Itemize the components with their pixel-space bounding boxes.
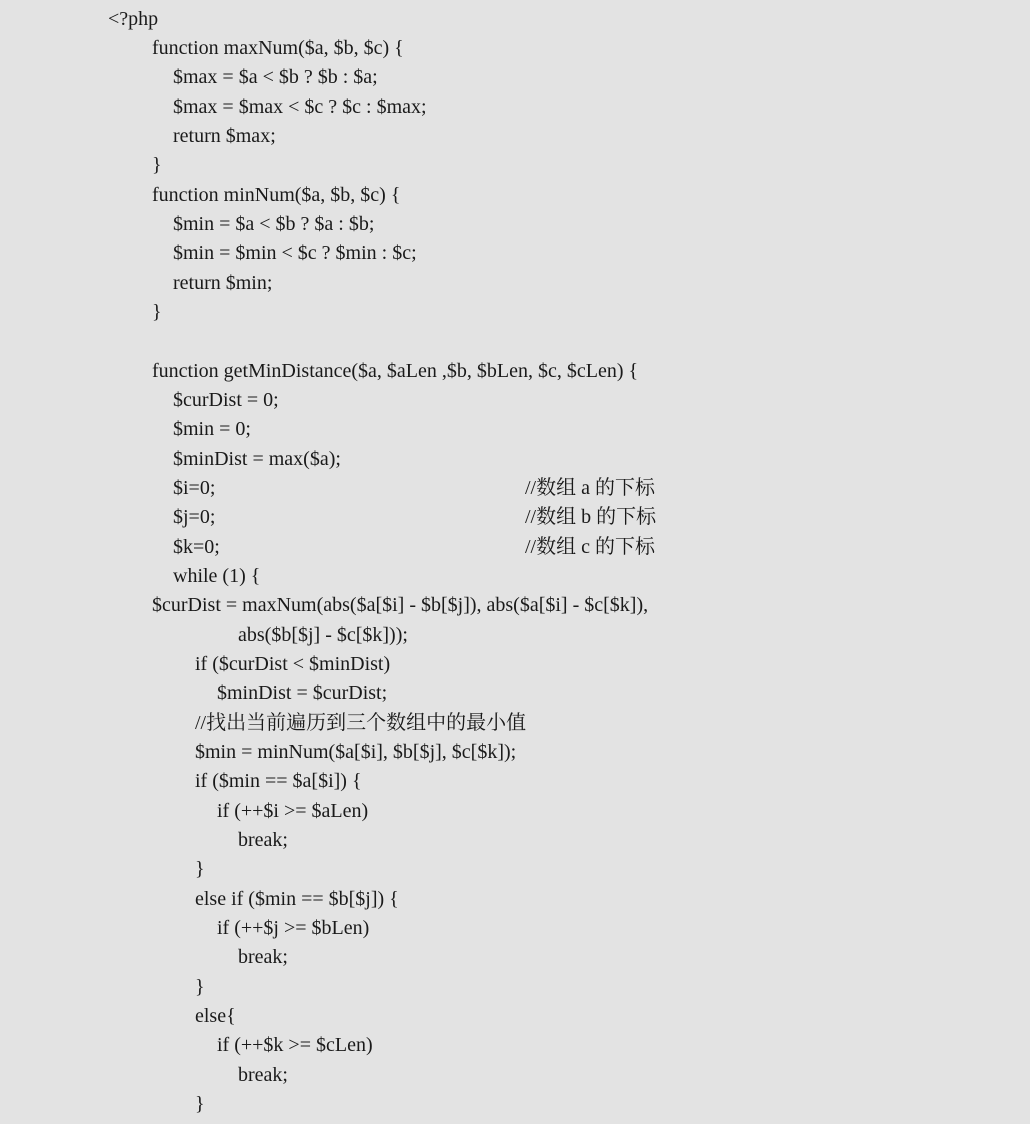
code-line: $max = $max < $c ? $c : $max; [173, 96, 427, 118]
code-line: } [195, 976, 205, 998]
code-line: break; [238, 829, 288, 851]
code-line: $curDist = 0; [173, 389, 279, 411]
code-line: return $max; [173, 125, 276, 147]
code-line: } [195, 1093, 205, 1115]
code-line: //找出当前遍历到三个数组中的最小值 [195, 712, 527, 734]
code-line: $curDist = maxNum(abs($a[$i] - $b[$j]), abs($a[$i] - $c[$k]), [152, 594, 649, 616]
code-line: while (1) { [173, 565, 261, 587]
code-line: if (++$j >= $bLen) [217, 917, 370, 939]
code-line: if ($curDist < $minDist) [195, 653, 391, 675]
code-line: $min = 0; [173, 418, 251, 440]
code-line: } [195, 858, 205, 880]
code-comment: //数组 c 的下标 [525, 536, 655, 558]
code-line: $min = minNum($a[$i], $b[$j], $c[$k]); [195, 741, 517, 763]
code-line: $min = $a < $b ? $a : $b; [173, 213, 375, 235]
code-line: function maxNum($a, $b, $c) { [152, 37, 404, 59]
code-line: if (++$i >= $aLen) [217, 800, 369, 822]
code-line: $j=0; [173, 506, 216, 528]
code-line: $k=0; [173, 536, 220, 558]
code-line: $minDist = max($a); [173, 448, 341, 470]
code-line: function minNum($a, $b, $c) { [152, 184, 401, 206]
code-line: $min = $min < $c ? $min : $c; [173, 242, 417, 264]
code-line: } [152, 154, 162, 176]
code-line: <?php [108, 8, 159, 30]
code-line: else if ($min == $b[$j]) { [195, 888, 399, 910]
code-line: abs($b[$j] - $c[$k])); [238, 624, 408, 646]
code-line: break; [238, 946, 288, 968]
code-line: } [152, 301, 162, 323]
code-line: $minDist = $curDist; [217, 682, 388, 704]
code-line: function getMinDistance($a, $aLen ,$b, $bLen, $c, $cLen) { [152, 360, 639, 382]
code-comment: //数组 b 的下标 [525, 506, 657, 528]
code-line: $i=0; [173, 477, 216, 499]
code-line: else{ [195, 1005, 236, 1027]
code-line: $max = $a < $b ? $b : $a; [173, 66, 378, 88]
code-line: if ($min == $a[$i]) { [195, 770, 362, 792]
code-line: return $min; [173, 272, 273, 294]
code-line: break; [238, 1064, 288, 1086]
code-line: if (++$k >= $cLen) [217, 1034, 373, 1056]
code-comment: //数组 a 的下标 [525, 477, 655, 499]
